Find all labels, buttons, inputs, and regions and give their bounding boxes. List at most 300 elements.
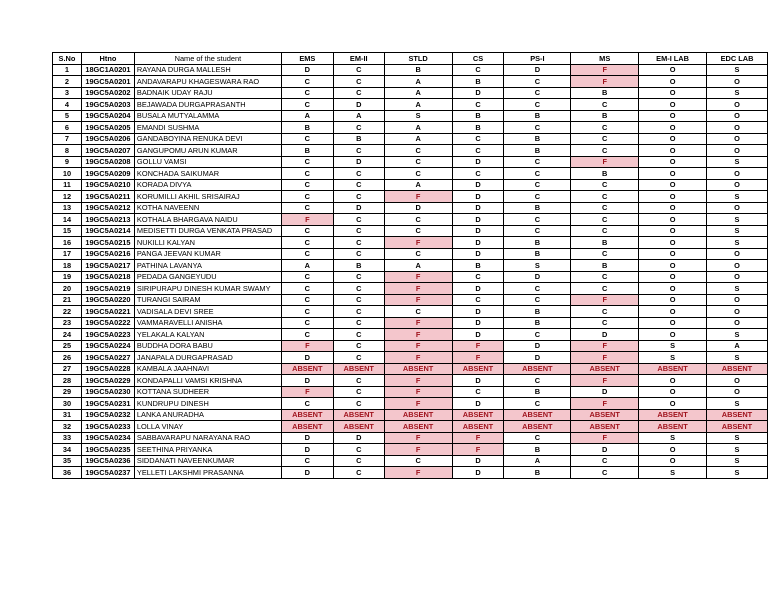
- cs-grade: D: [452, 237, 504, 249]
- em2-grade: C: [333, 248, 384, 260]
- em2-grade: ABSENT: [333, 363, 384, 375]
- student-name-cell: NUKILLI KALYAN: [134, 237, 281, 249]
- table-row: [53, 340, 768, 352]
- ps1-grade: C: [504, 87, 571, 99]
- em1-lab-grade: O: [639, 271, 707, 283]
- em2-grade: D: [333, 99, 384, 111]
- em1-lab-grade: O: [639, 329, 707, 341]
- em1-lab-grade: O: [639, 214, 707, 226]
- table-row: [53, 99, 768, 111]
- em1-lab-grade: S: [639, 352, 707, 364]
- col-header-htno: Htno: [81, 53, 134, 65]
- stld-grade: D: [384, 202, 452, 214]
- stld-grade: C: [384, 248, 452, 260]
- em2-grade: C: [333, 294, 384, 306]
- student-name-cell: PEDADA GANGEYUDU: [134, 271, 281, 283]
- em2-grade: C: [333, 467, 384, 479]
- em2-grade: C: [333, 191, 384, 203]
- em2-grade: ABSENT: [333, 409, 384, 421]
- sno-cell: 9: [53, 156, 82, 168]
- student-name-cell: RAYANA DURGA MALLESH: [134, 64, 281, 76]
- cs-grade: F: [452, 444, 504, 456]
- edc-lab-grade: O: [707, 133, 768, 145]
- ms-grade: C: [571, 214, 639, 226]
- edc-lab-grade: O: [707, 168, 768, 180]
- edc-lab-grade: S: [707, 352, 768, 364]
- ps1-grade: C: [504, 168, 571, 180]
- stld-grade: F: [384, 271, 452, 283]
- ps1-grade: B: [504, 386, 571, 398]
- table-row: [53, 156, 768, 168]
- stld-grade: F: [384, 398, 452, 410]
- edc-lab-grade: O: [707, 375, 768, 387]
- ps1-grade: C: [504, 329, 571, 341]
- ems-grade: C: [281, 237, 333, 249]
- sno-cell: 15: [53, 225, 82, 237]
- em1-lab-grade: ABSENT: [639, 421, 707, 433]
- sno-cell: 34: [53, 444, 82, 456]
- em2-grade: C: [333, 179, 384, 191]
- stld-grade: F: [384, 191, 452, 203]
- student-name-cell: KOTHA NAVEENN: [134, 202, 281, 214]
- stld-grade: C: [384, 225, 452, 237]
- edc-lab-grade: S: [707, 455, 768, 467]
- em1-lab-grade: O: [639, 179, 707, 191]
- ps1-grade: C: [504, 179, 571, 191]
- stld-grade: ABSENT: [384, 421, 452, 433]
- results-table: [52, 52, 768, 479]
- student-name-cell: KOTTANA SUDHEER: [134, 386, 281, 398]
- ems-grade: C: [281, 329, 333, 341]
- em2-grade: C: [333, 168, 384, 180]
- cs-grade: C: [452, 386, 504, 398]
- table-row: [53, 375, 768, 387]
- ms-grade: C: [571, 271, 639, 283]
- ps1-grade: C: [504, 283, 571, 295]
- student-name-cell: KONDAPALLI VAMSI KRISHNA: [134, 375, 281, 387]
- em2-grade: C: [333, 317, 384, 329]
- em1-lab-grade: O: [639, 237, 707, 249]
- ems-grade: ABSENT: [281, 363, 333, 375]
- cs-grade: D: [452, 191, 504, 203]
- htno-cell: 18GC1A0201: [81, 64, 134, 76]
- stld-grade: A: [384, 122, 452, 134]
- ps1-grade: B: [504, 248, 571, 260]
- htno-cell: 19GC5A0219: [81, 283, 134, 295]
- em1-lab-grade: O: [639, 398, 707, 410]
- ps1-grade: D: [504, 271, 571, 283]
- ems-grade: C: [281, 179, 333, 191]
- edc-lab-grade: O: [707, 179, 768, 191]
- sno-cell: 6: [53, 122, 82, 134]
- student-name-cell: BUSALA MUTYALAMMA: [134, 110, 281, 122]
- table-row: [53, 432, 768, 444]
- edc-lab-grade: S: [707, 156, 768, 168]
- ems-grade: D: [281, 432, 333, 444]
- sno-cell: 35: [53, 455, 82, 467]
- ems-grade: C: [281, 76, 333, 88]
- cs-grade: B: [452, 122, 504, 134]
- ms-grade: F: [571, 432, 639, 444]
- sno-cell: 29: [53, 386, 82, 398]
- sno-cell: 16: [53, 237, 82, 249]
- ms-grade: C: [571, 317, 639, 329]
- col-header-cs: CS: [452, 53, 504, 65]
- ps1-grade: C: [504, 225, 571, 237]
- table-row: [53, 409, 768, 421]
- htno-cell: 19GC5A0220: [81, 294, 134, 306]
- em1-lab-grade: O: [639, 99, 707, 111]
- cs-grade: D: [452, 283, 504, 295]
- ms-grade: ABSENT: [571, 409, 639, 421]
- ems-grade: C: [281, 133, 333, 145]
- edc-lab-grade: S: [707, 237, 768, 249]
- ms-grade: B: [571, 168, 639, 180]
- cs-grade: F: [452, 340, 504, 352]
- sno-cell: 23: [53, 317, 82, 329]
- htno-cell: 19GC5A0211: [81, 191, 134, 203]
- sno-cell: 14: [53, 214, 82, 226]
- ms-grade: C: [571, 225, 639, 237]
- stld-grade: C: [384, 306, 452, 318]
- em1-lab-grade: O: [639, 248, 707, 260]
- em1-lab-grade: O: [639, 444, 707, 456]
- table-row: [53, 122, 768, 134]
- table-row: [53, 202, 768, 214]
- em2-grade: C: [333, 214, 384, 226]
- table-row: [53, 237, 768, 249]
- edc-lab-grade: O: [707, 122, 768, 134]
- student-name-cell: PATHINA LAVANYA: [134, 260, 281, 272]
- ms-grade: C: [571, 306, 639, 318]
- sno-cell: 32: [53, 421, 82, 433]
- stld-grade: A: [384, 87, 452, 99]
- stld-grade: C: [384, 455, 452, 467]
- htno-cell: 19GC5A0208: [81, 156, 134, 168]
- table-row: [53, 352, 768, 364]
- student-name-cell: JANAPALA DURGAPRASAD: [134, 352, 281, 364]
- header-row: [53, 53, 768, 65]
- cs-grade: D: [452, 455, 504, 467]
- col-header-ems: EMS: [281, 53, 333, 65]
- edc-lab-grade: O: [707, 110, 768, 122]
- col-header-sno: S.No: [53, 53, 82, 65]
- ms-grade: B: [571, 110, 639, 122]
- cs-grade: D: [452, 214, 504, 226]
- student-name-cell: BUDDHA DORA BABU: [134, 340, 281, 352]
- em1-lab-grade: O: [639, 76, 707, 88]
- stld-grade: F: [384, 317, 452, 329]
- student-name-cell: VAMMARAVELLI ANISHA: [134, 317, 281, 329]
- sno-cell: 20: [53, 283, 82, 295]
- sno-cell: 21: [53, 294, 82, 306]
- ps1-grade: D: [504, 352, 571, 364]
- ps1-grade: ABSENT: [504, 409, 571, 421]
- ps1-grade: B: [504, 306, 571, 318]
- cs-grade: ABSENT: [452, 421, 504, 433]
- ems-grade: C: [281, 99, 333, 111]
- cs-grade: D: [452, 248, 504, 260]
- ems-grade: D: [281, 444, 333, 456]
- ms-grade: C: [571, 99, 639, 111]
- em1-lab-grade: O: [639, 87, 707, 99]
- cs-grade: D: [452, 179, 504, 191]
- edc-lab-grade: S: [707, 283, 768, 295]
- stld-grade: A: [384, 76, 452, 88]
- ms-grade: C: [571, 467, 639, 479]
- edc-lab-grade: ABSENT: [707, 363, 768, 375]
- em1-lab-grade: O: [639, 122, 707, 134]
- edc-lab-grade: O: [707, 294, 768, 306]
- ems-grade: B: [281, 122, 333, 134]
- htno-cell: 19GC5A0224: [81, 340, 134, 352]
- em1-lab-grade: O: [639, 386, 707, 398]
- cs-grade: C: [452, 271, 504, 283]
- student-name-cell: GOLLU VAMSI: [134, 156, 281, 168]
- table-row: [53, 294, 768, 306]
- ms-grade: ABSENT: [571, 421, 639, 433]
- htno-cell: 19GC5A0207: [81, 145, 134, 157]
- edc-lab-grade: O: [707, 202, 768, 214]
- htno-cell: 19GC5A0206: [81, 133, 134, 145]
- htno-cell: 19GC5A0215: [81, 237, 134, 249]
- student-name-cell: KORUMILLI AKHIL SRISAIRAJ: [134, 191, 281, 203]
- cs-grade: C: [452, 294, 504, 306]
- cs-grade: C: [452, 168, 504, 180]
- edc-lab-grade: S: [707, 432, 768, 444]
- table-row: [53, 283, 768, 295]
- student-name-cell: YELLETI LAKSHMI PRASANNA: [134, 467, 281, 479]
- ems-grade: D: [281, 352, 333, 364]
- edc-lab-grade: S: [707, 329, 768, 341]
- ems-grade: D: [281, 467, 333, 479]
- htno-cell: 19GC5A0202: [81, 87, 134, 99]
- htno-cell: 19GC5A0233: [81, 421, 134, 433]
- em2-grade: C: [333, 340, 384, 352]
- em1-lab-grade: O: [639, 202, 707, 214]
- ps1-grade: C: [504, 398, 571, 410]
- ps1-grade: B: [504, 110, 571, 122]
- stld-grade: B: [384, 64, 452, 76]
- em1-lab-grade: O: [639, 191, 707, 203]
- em1-lab-grade: O: [639, 64, 707, 76]
- htno-cell: 19GC5A0228: [81, 363, 134, 375]
- em2-grade: C: [333, 76, 384, 88]
- em1-lab-grade: O: [639, 283, 707, 295]
- stld-grade: C: [384, 168, 452, 180]
- cs-grade: D: [452, 329, 504, 341]
- stld-grade: A: [384, 179, 452, 191]
- ems-grade: F: [281, 214, 333, 226]
- em2-grade: C: [333, 306, 384, 318]
- stld-grade: F: [384, 294, 452, 306]
- stld-grade: C: [384, 145, 452, 157]
- sno-cell: 26: [53, 352, 82, 364]
- cs-grade: D: [452, 225, 504, 237]
- student-name-cell: MEDISETTI DURGA VENKATA PRASAD: [134, 225, 281, 237]
- ps1-grade: D: [504, 340, 571, 352]
- col-header-em2: EM-II: [333, 53, 384, 65]
- student-name-cell: KOTHALA BHARGAVA NAIDU: [134, 214, 281, 226]
- em1-lab-grade: O: [639, 455, 707, 467]
- edc-lab-grade: S: [707, 398, 768, 410]
- cs-grade: F: [452, 432, 504, 444]
- em1-lab-grade: O: [639, 317, 707, 329]
- col-header-edc-lab: EDC LAB: [707, 53, 768, 65]
- em1-lab-grade: ABSENT: [639, 363, 707, 375]
- stld-grade: ABSENT: [384, 363, 452, 375]
- ps1-grade: B: [504, 317, 571, 329]
- table-row: [53, 467, 768, 479]
- em1-lab-grade: O: [639, 156, 707, 168]
- htno-cell: 19GC5A0234: [81, 432, 134, 444]
- ps1-grade: C: [504, 214, 571, 226]
- student-name-cell: BEJAWADA DURGAPRASANTH: [134, 99, 281, 111]
- ps1-grade: B: [504, 237, 571, 249]
- edc-lab-grade: S: [707, 87, 768, 99]
- sno-cell: 36: [53, 467, 82, 479]
- stld-grade: F: [384, 375, 452, 387]
- stld-grade: F: [384, 386, 452, 398]
- ms-grade: D: [571, 386, 639, 398]
- em2-grade: C: [333, 398, 384, 410]
- sno-cell: 25: [53, 340, 82, 352]
- htno-cell: 19GC5A0203: [81, 99, 134, 111]
- table-row: [53, 317, 768, 329]
- col-header-name: Name of the student: [134, 53, 281, 65]
- ems-grade: D: [281, 375, 333, 387]
- htno-cell: 19GC5A0229: [81, 375, 134, 387]
- em2-grade: C: [333, 87, 384, 99]
- ems-grade: C: [281, 398, 333, 410]
- stld-grade: F: [384, 352, 452, 364]
- student-name-cell: TURANGI SAIRAM: [134, 294, 281, 306]
- sno-cell: 8: [53, 145, 82, 157]
- ms-grade: B: [571, 260, 639, 272]
- ems-grade: F: [281, 386, 333, 398]
- em2-grade: C: [333, 455, 384, 467]
- htno-cell: 19GC5A0235: [81, 444, 134, 456]
- ps1-grade: S: [504, 260, 571, 272]
- htno-cell: 19GC5A0217: [81, 260, 134, 272]
- edc-lab-grade: ABSENT: [707, 409, 768, 421]
- em2-grade: C: [333, 122, 384, 134]
- edc-lab-grade: O: [707, 306, 768, 318]
- sno-cell: 1: [53, 64, 82, 76]
- em1-lab-grade: O: [639, 260, 707, 272]
- cs-grade: D: [452, 156, 504, 168]
- cs-grade: ABSENT: [452, 363, 504, 375]
- ms-grade: C: [571, 133, 639, 145]
- ems-grade: C: [281, 455, 333, 467]
- htno-cell: 19GC5A0209: [81, 168, 134, 180]
- ms-grade: F: [571, 340, 639, 352]
- ems-grade: C: [281, 283, 333, 295]
- edc-lab-grade: S: [707, 467, 768, 479]
- sno-cell: 13: [53, 202, 82, 214]
- sno-cell: 24: [53, 329, 82, 341]
- ms-grade: C: [571, 202, 639, 214]
- em1-lab-grade: O: [639, 225, 707, 237]
- em1-lab-grade: O: [639, 133, 707, 145]
- ms-grade: D: [571, 444, 639, 456]
- htno-cell: 19GC5A0232: [81, 409, 134, 421]
- stld-grade: F: [384, 340, 452, 352]
- htno-cell: 19GC5A0204: [81, 110, 134, 122]
- ems-grade: C: [281, 317, 333, 329]
- table-row: [53, 260, 768, 272]
- cs-grade: C: [452, 64, 504, 76]
- edc-lab-grade: O: [707, 145, 768, 157]
- cs-grade: F: [452, 352, 504, 364]
- table-row: [53, 421, 768, 433]
- edc-lab-grade: S: [707, 64, 768, 76]
- cs-grade: C: [452, 99, 504, 111]
- ms-grade: C: [571, 455, 639, 467]
- edc-lab-grade: O: [707, 386, 768, 398]
- ms-grade: C: [571, 191, 639, 203]
- sno-cell: 19: [53, 271, 82, 283]
- ps1-grade: C: [504, 432, 571, 444]
- ems-grade: D: [281, 64, 333, 76]
- ems-grade: F: [281, 340, 333, 352]
- col-header-ps1: PS-I: [504, 53, 571, 65]
- edc-lab-grade: S: [707, 225, 768, 237]
- col-header-ms: MS: [571, 53, 639, 65]
- table-row: [53, 386, 768, 398]
- ms-grade: ABSENT: [571, 363, 639, 375]
- em1-lab-grade: O: [639, 110, 707, 122]
- ms-grade: C: [571, 283, 639, 295]
- ms-grade: B: [571, 237, 639, 249]
- ms-grade: F: [571, 64, 639, 76]
- ps1-grade: B: [504, 145, 571, 157]
- cs-grade: D: [452, 306, 504, 318]
- ems-grade: C: [281, 294, 333, 306]
- em2-grade: B: [333, 133, 384, 145]
- htno-cell: 19GC5A0227: [81, 352, 134, 364]
- stld-grade: C: [384, 156, 452, 168]
- sno-cell: 30: [53, 398, 82, 410]
- ps1-grade: C: [504, 99, 571, 111]
- sno-cell: 27: [53, 363, 82, 375]
- stld-grade: F: [384, 444, 452, 456]
- edc-lab-grade: S: [707, 444, 768, 456]
- ems-grade: ABSENT: [281, 409, 333, 421]
- htno-cell: 19GC5A0213: [81, 214, 134, 226]
- sno-cell: 12: [53, 191, 82, 203]
- student-name-cell: YELAKALA KALYAN: [134, 329, 281, 341]
- em2-grade: D: [333, 202, 384, 214]
- em2-grade: C: [333, 444, 384, 456]
- em1-lab-grade: O: [639, 375, 707, 387]
- table-row: [53, 363, 768, 375]
- sno-cell: 28: [53, 375, 82, 387]
- htno-cell: 19GC5A0214: [81, 225, 134, 237]
- table-row: [53, 133, 768, 145]
- edc-lab-grade: O: [707, 76, 768, 88]
- em1-lab-grade: S: [639, 340, 707, 352]
- sno-cell: 5: [53, 110, 82, 122]
- edc-lab-grade: S: [707, 214, 768, 226]
- cs-grade: B: [452, 110, 504, 122]
- ems-grade: C: [281, 191, 333, 203]
- ms-grade: B: [571, 87, 639, 99]
- em2-grade: B: [333, 260, 384, 272]
- htno-cell: 19GC5A0221: [81, 306, 134, 318]
- student-name-cell: PANGA JEEVAN KUMAR: [134, 248, 281, 260]
- cs-grade: D: [452, 398, 504, 410]
